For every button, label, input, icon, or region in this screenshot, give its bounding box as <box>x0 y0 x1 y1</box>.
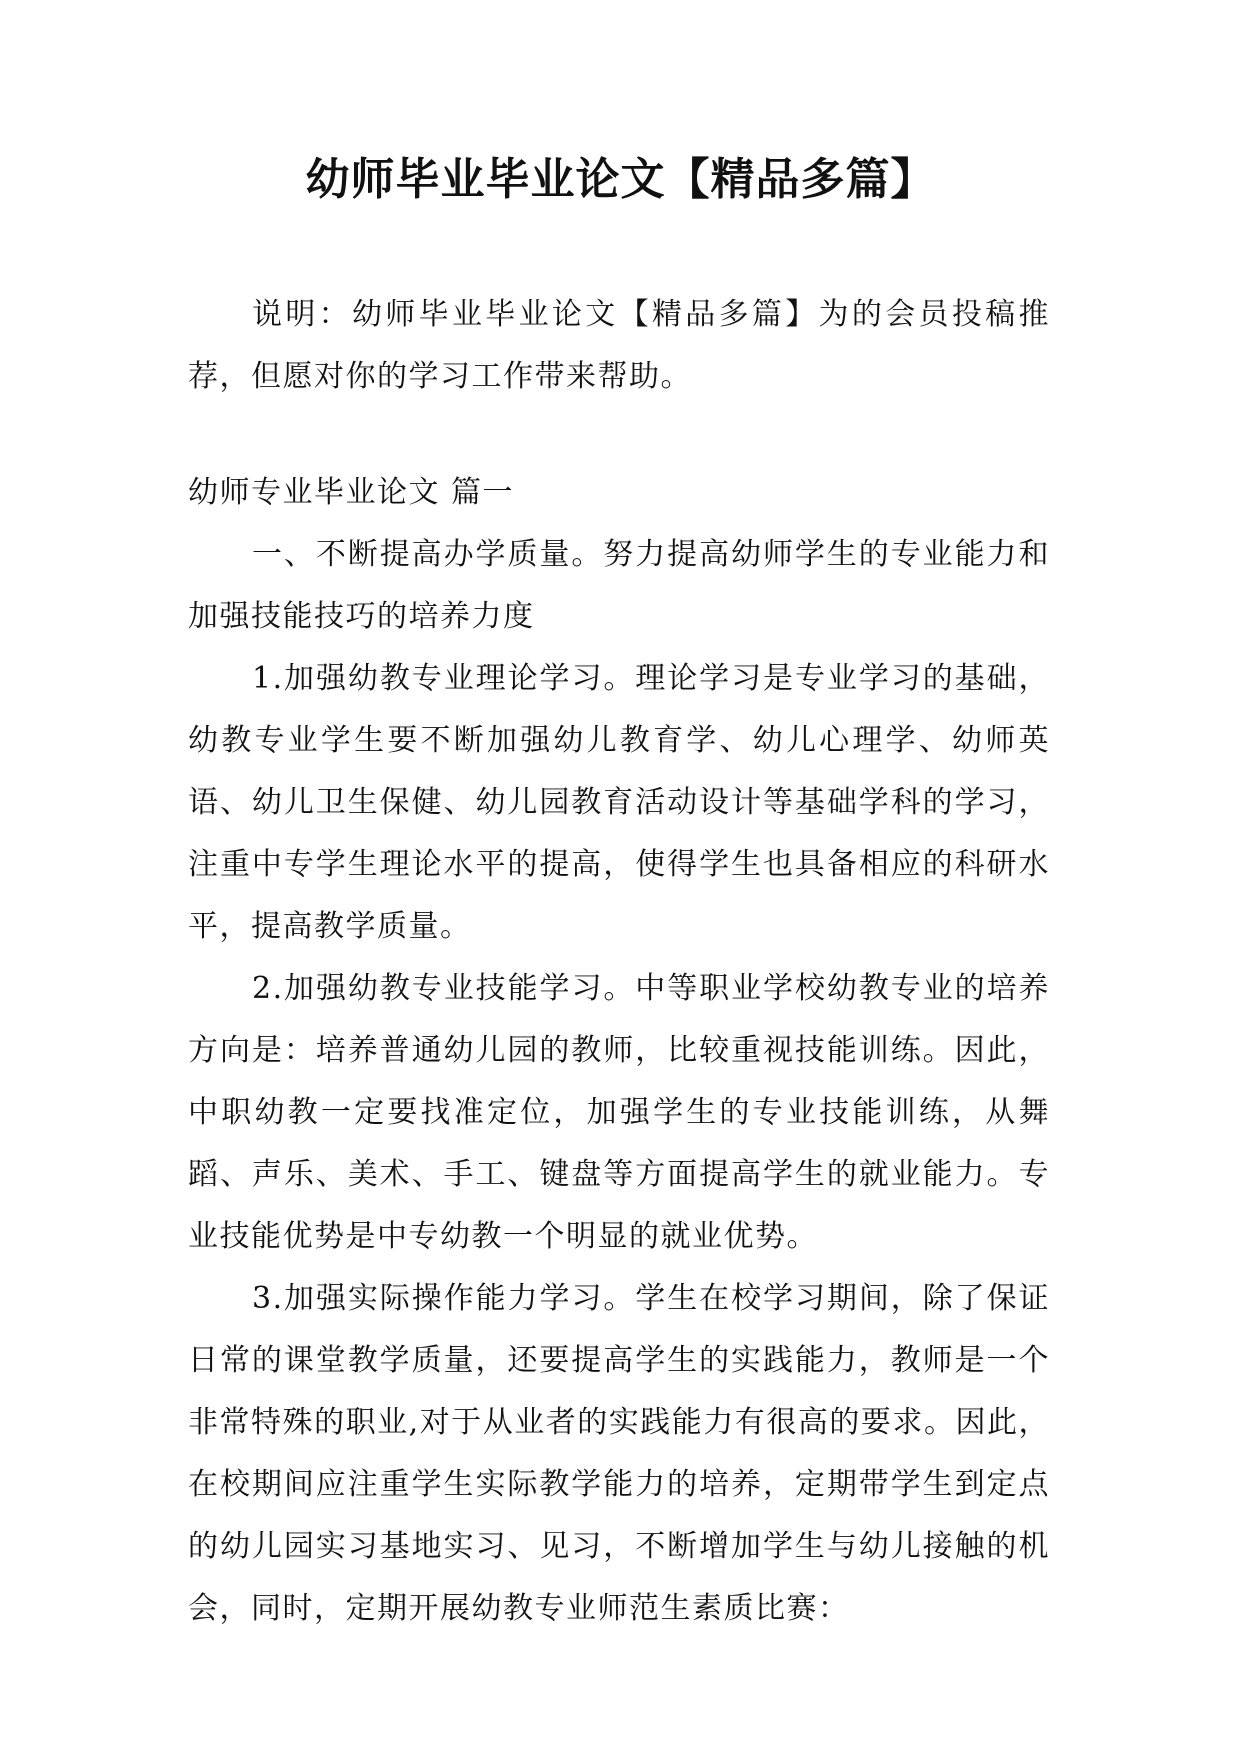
intro-paragraph: 说明：幼师毕业毕业论文【精品多篇】为的会员投稿推荐，但愿对你的学习工作带来帮助。 <box>188 297 1050 394</box>
paragraph-skills-study: 2.加强幼教专业技能学习。中等职业学校幼教专业的培养方向是：培养普通幼儿园的教师，比较重视技能训练。因此，中职幼教一定要找准定位，加强学生的专业技能训练，从舞蹈、声乐、美术、手工、键盘等方面提高学生的就业能力。专业技能优势是中专幼教一个明显的就业优势。 <box>188 971 1050 1254</box>
paragraph-theory-study: 1.加强幼教专业理论学习。理论学习是专业学习的基础，幼教专业学生要不断加强幼儿教育学、幼儿心理学、幼师英语、幼儿卫生保健、幼儿园教育活动设计等基础学科的学习，注重中专学生理论水平的提高，使得学生也具备相应的科研水平，提高教学质量。 <box>188 661 1050 944</box>
paragraph-point-1: 一、不断提高办学质量。努力提高幼师学生的专业能力和加强技能技巧的培养力度 <box>188 537 1050 634</box>
section-heading: 幼师专业毕业论文 篇一 <box>188 475 515 510</box>
document-title: 幼师毕业毕业论文【精品多篇】 <box>305 154 936 205</box>
paragraph-practice-study: 3.加强实际操作能力学习。学生在校学习期间，除了保证日常的课堂教学质量，还要提高学生的实践能力，教师是一个非常特殊的职业,对于从业者的实践能力有很高的要求。因此，在校期间应注重学生实际教学能力的培养，定期带学生到定点的幼儿园实习基地实习、见习，不断增加学生与幼儿接触的机会，同时，定期开展幼教专业师范生素质比赛： <box>188 1281 1050 1626</box>
